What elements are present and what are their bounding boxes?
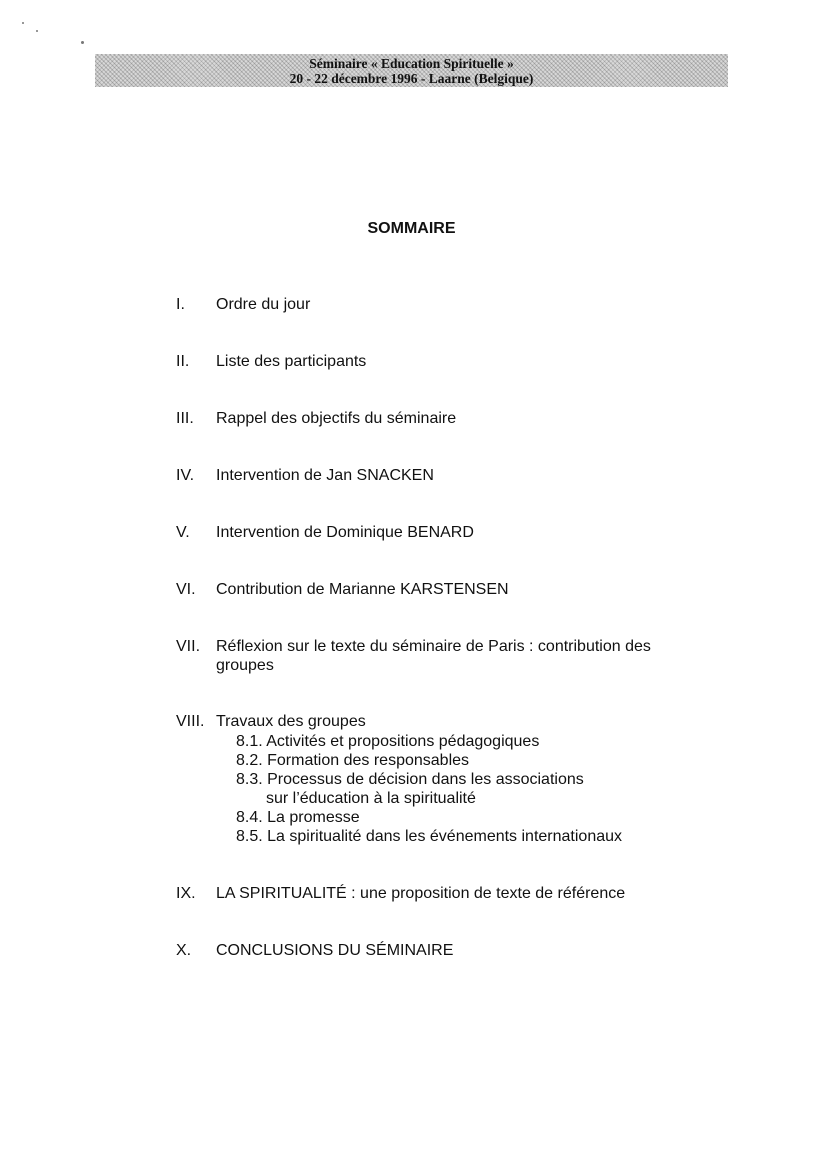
toc-subitem: 8.3. Processus de décision dans les associations — [236, 771, 584, 788]
header-line-2: 20 - 22 décembre 1996 - Laarne (Belgique) — [289, 71, 534, 86]
toc-number: III. — [176, 410, 194, 427]
header-band — [95, 54, 728, 87]
toc-text: Rappel des objectifs du séminaire — [216, 410, 457, 427]
toc-number: VI. — [176, 581, 196, 598]
toc-text: Ordre du jour — [216, 296, 311, 313]
toc-subitem: 8.2. Formation des responsables — [236, 752, 470, 769]
scan-speck — [22, 22, 24, 24]
toc-number: IV. — [176, 467, 195, 484]
toc-subitem: 8.1. Activités et propositions pédagogiques — [236, 733, 540, 750]
toc-text: LA SPIRITUALITÉ : une proposition de texte de référence — [216, 885, 626, 902]
toc-number: VIII. — [176, 713, 205, 730]
toc-number: VII. — [176, 638, 201, 655]
toc-number: I. — [176, 296, 185, 313]
page-title: SOMMAIRE — [367, 220, 456, 237]
scan-speck — [36, 30, 38, 32]
toc-number: X. — [176, 942, 192, 959]
toc-number: II. — [176, 353, 190, 370]
toc-subitem: 8.4. La promesse — [236, 809, 360, 826]
toc-text: Contribution de Marianne KARSTENSEN — [216, 581, 509, 598]
toc-text: Intervention de Jan SNACKEN — [216, 467, 434, 484]
scan-speck — [81, 41, 84, 44]
toc-subitem: 8.5. La spiritualité dans les événements internationaux — [236, 828, 623, 845]
toc-text: Travaux des groupes — [216, 713, 366, 730]
toc-text: CONCLUSIONS DU SÉMINAIRE — [216, 942, 454, 959]
header-line-1: Séminaire « Education Spirituelle » — [309, 56, 514, 71]
toc-text: Intervention de Dominique BENARD — [216, 524, 474, 541]
toc-subitem-continued: sur l’éducation à la spiritualité — [266, 790, 476, 807]
toc-text: Liste des participants — [216, 353, 367, 370]
toc-text-continued: groupes — [216, 657, 274, 674]
toc-number: V. — [176, 524, 190, 541]
toc-text: Réflexion sur le texte du séminaire de Paris : contribution des — [216, 638, 651, 655]
toc-number: IX. — [176, 885, 196, 902]
